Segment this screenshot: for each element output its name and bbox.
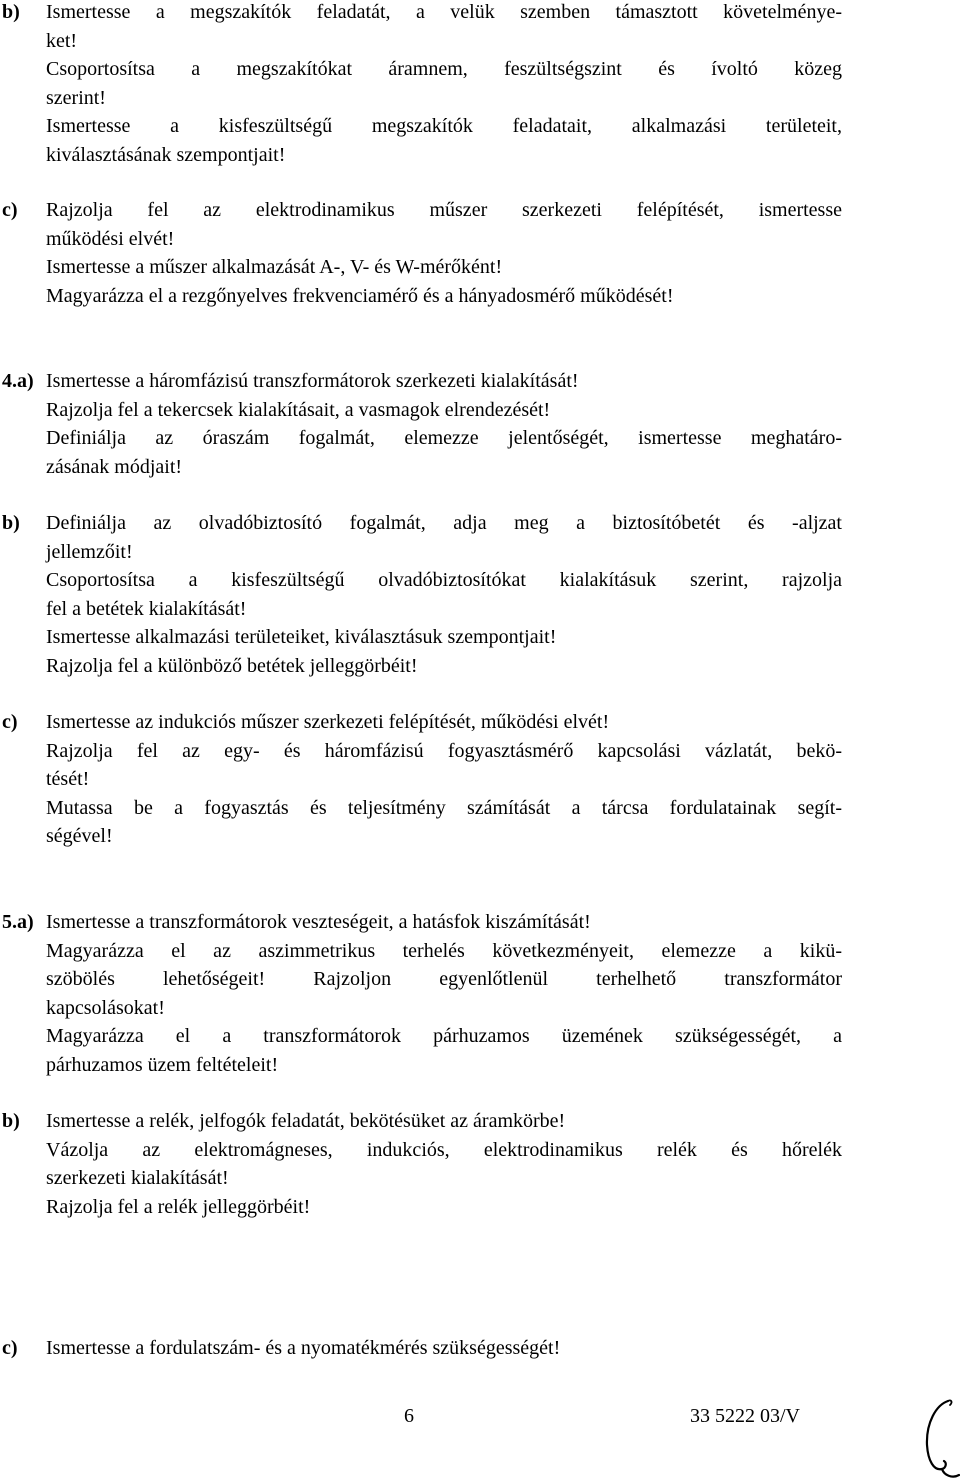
text-line: tését! bbox=[46, 768, 90, 790]
text-line: Ismertesse a relék, jelfogók feladatát, bekötésüket az áramkörbe! bbox=[46, 1110, 566, 1132]
question-5a bbox=[2, 908, 842, 1079]
text-line: Magyarázza el az aszimmetrikus terhelés következményeit, elemezze a kikü- bbox=[46, 939, 842, 962]
text-line: Ismertesse a fordulatszám- és a nyomatékmérés szükségességét! bbox=[46, 1337, 561, 1359]
text-line: Ismertesse a megszakítók feladatát, a velük szemben támasztott követelménye- bbox=[46, 1, 842, 23]
text-line: fel a betétek kialakítását! bbox=[46, 597, 247, 620]
text-line: szerint! bbox=[46, 86, 106, 109]
text-line: Ismertesse a műszer alkalmazását A-, V- és W-mérőként! bbox=[46, 256, 503, 278]
text-line: Rajzolja fel az elektrodinamikus műszer szerkezeti felépítését, ismertesse bbox=[46, 199, 842, 221]
text-line: szerkezeti kialakítását! bbox=[46, 1167, 229, 1189]
text-line: jellemzőit! bbox=[46, 540, 133, 563]
question-label: 5.a) bbox=[2, 911, 34, 933]
question-text bbox=[46, 509, 842, 680]
question-label: c) bbox=[2, 1337, 18, 1359]
text-line: Ismertesse az indukciós műszer szerkezeti felépítését, működési elvét! bbox=[46, 711, 610, 733]
text-line: ségével! bbox=[46, 825, 113, 847]
text-line: Csoportosítsa a kisfeszültségű olvadóbiztosítókat kialakításuk szerint, rajzolja bbox=[46, 569, 842, 591]
question-text bbox=[46, 708, 842, 851]
question-text bbox=[46, 196, 842, 310]
question-text bbox=[46, 367, 842, 481]
text-line: kiválasztásának szempontjait! bbox=[46, 143, 286, 166]
question-text bbox=[46, 908, 842, 1079]
text-line: Definiálja az olvadóbiztosító fogalmát, adja meg a biztosítóbetét és -aljzat bbox=[46, 512, 842, 534]
question-label: c) bbox=[2, 199, 18, 221]
question-5c bbox=[2, 1334, 842, 1363]
question-text bbox=[46, 1107, 842, 1221]
question-label: b) bbox=[2, 1110, 20, 1132]
text-line: Magyarázza el a rezgőnyelves frekvenciamérő és a hányadosmérő működését! bbox=[46, 284, 674, 307]
question-label: b) bbox=[2, 512, 20, 534]
question-label: 4.a) bbox=[2, 370, 34, 392]
text-line: zásának módjait! bbox=[46, 455, 183, 478]
question-3c bbox=[2, 196, 842, 310]
page-number: 6 bbox=[404, 1405, 414, 1427]
question-text bbox=[46, 0, 842, 169]
text-line: működési elvét! bbox=[46, 227, 175, 250]
text-line: Ismertesse a háromfázisú transzformátorok szerkezeti kialakítását! bbox=[46, 370, 579, 392]
question-4c bbox=[2, 708, 842, 851]
text-line: Rajzolja fel a relék jelleggörbéit! bbox=[46, 1195, 311, 1218]
text-line: Ismertesse a transzformátorok veszteségeit, a hatásfok kiszámítását! bbox=[46, 911, 591, 933]
question-4a bbox=[2, 367, 842, 481]
text-line: Mutassa be a fogyasztás és teljesítmény számítását a tárcsa fordulatainak segít- bbox=[46, 796, 842, 819]
handwritten-signature-icon bbox=[918, 1395, 960, 1483]
text-line: Ismertesse alkalmazási területeiket, kiválasztásuk szempontjait! bbox=[46, 626, 557, 648]
text-line: Rajzolja fel a tekercsek kialakításait, a vasmagok elrendezését! bbox=[46, 398, 551, 421]
text-line: Vázolja az elektromágneses, indukciós, elektrodinamikus relék és hőrelék bbox=[46, 1138, 842, 1161]
text-line: párhuzamos üzem feltételeit! bbox=[46, 1053, 279, 1076]
question-5b bbox=[2, 1107, 842, 1221]
question-4b bbox=[2, 509, 842, 680]
text-line: Rajzolja fel a különböző betétek jelleggörbéit! bbox=[46, 654, 418, 677]
text-line: ket! bbox=[46, 29, 78, 52]
text-line: Rajzolja fel az egy- és háromfázisú fogyasztásmérő kapcsolási vázlatát, bekö- bbox=[46, 739, 842, 762]
text-line: Magyarázza el a transzformátorok párhuzamos üzemének szükségességét, a bbox=[46, 1025, 842, 1047]
text-line: Csoportosítsa a megszakítókat áramnem, feszültségszint és ívoltó közeg bbox=[46, 58, 842, 80]
document-code: 33 5222 03/V bbox=[690, 1405, 800, 1427]
text-line: Definiálja az óraszám fogalmát, elemezze jelentőségét, ismertesse meghatáro- bbox=[46, 427, 842, 449]
question-label: b) bbox=[2, 1, 20, 23]
text-line: Ismertesse a kisfeszültségű megszakítók feladatait, alkalmazási területeit, bbox=[46, 115, 842, 137]
question-text bbox=[46, 1334, 842, 1363]
text-line: szöbölés lehetőségeit! Rajzoljon egyenlőtlenül terhelhető transzformátor bbox=[46, 968, 842, 990]
question-3b bbox=[2, 0, 842, 169]
text-line: kapcsolásokat! bbox=[46, 996, 165, 1019]
question-label: c) bbox=[2, 711, 18, 733]
